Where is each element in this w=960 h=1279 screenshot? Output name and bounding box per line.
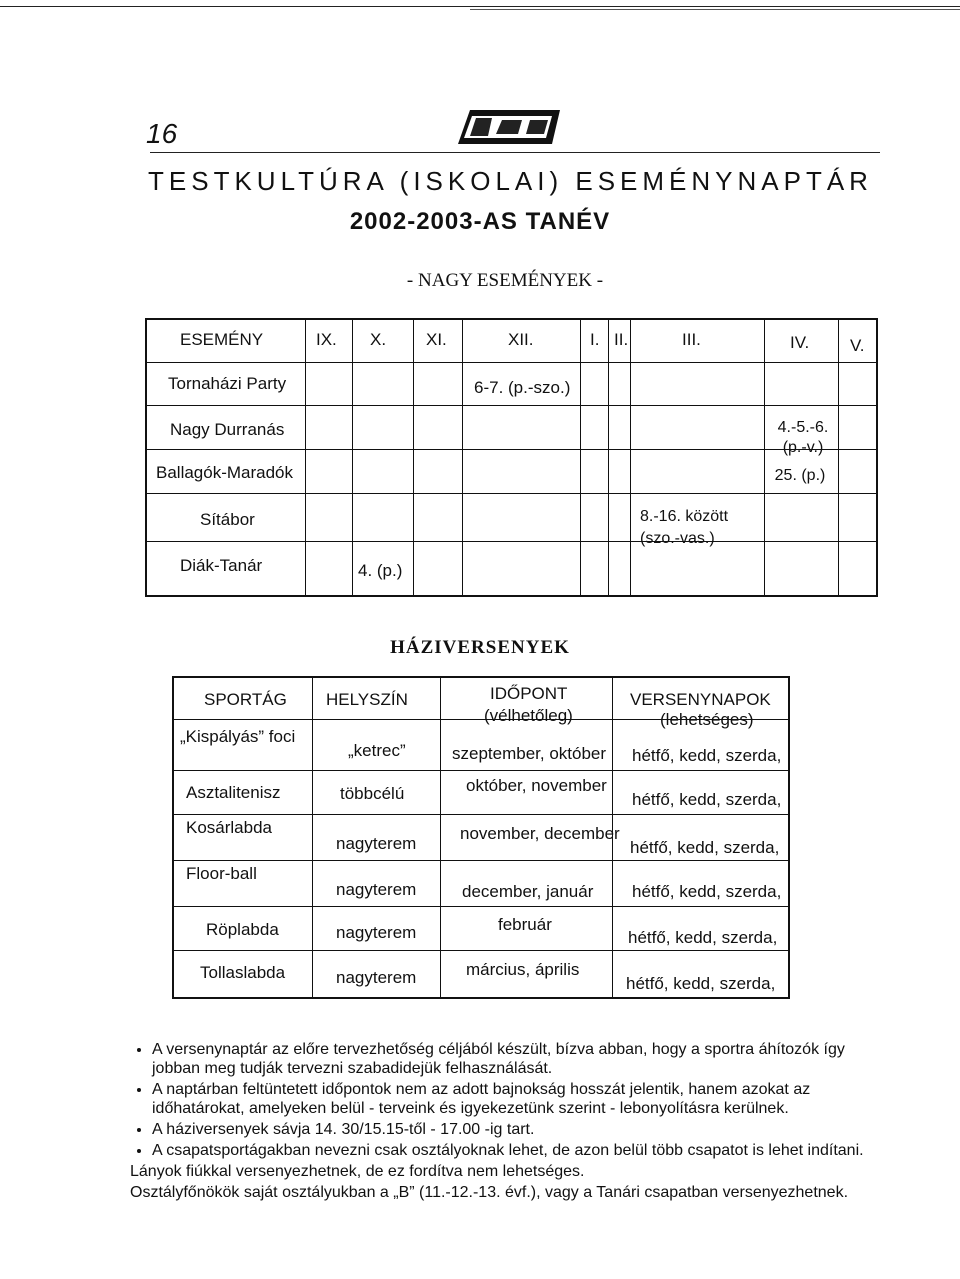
col-header-month: X.: [370, 330, 387, 349]
sport-time: november, december: [460, 824, 620, 843]
sport-days: hétfő, kedd, szerda,: [632, 790, 782, 809]
event-name: Tornaházi Party: [168, 374, 287, 393]
page-subtitle: 2002-2003-AS TANÉV: [349, 208, 611, 235]
header-rule: [150, 152, 880, 153]
col-header-sport: SPORTÁG: [204, 690, 287, 709]
sport-name: Asztalitenisz: [186, 783, 281, 802]
event-name: Nagy Durranás: [170, 420, 285, 439]
sport-days: hétfő, kedd, szerda,: [628, 928, 778, 947]
page-title: TESTKULTÚRA (ISKOLAI) ESEMÉNYNAPTÁR: [148, 166, 873, 196]
sport-place: nagyterem: [336, 968, 417, 987]
col-header-time: IDŐPONT: [490, 684, 568, 703]
sport-name: Röplabda: [206, 920, 279, 939]
sport-days: hétfő, kedd, szerda,: [632, 882, 782, 901]
col-header-days: VERSENYNAPOK: [630, 690, 771, 709]
note-item: • A naptárban feltüntetett időpontok nem az adott bajnokság hosszát jelentik, hanem azokat az időhatárokat, amelyeken belül - terveink és igyekezetünk szerint - lebonyolításra kerülnek.: [152, 1080, 890, 1118]
note-item: • A csapatsportágakban nevezni csak osztályoknak lehet, de azon belül több csapatot is lehet indítani.: [152, 1141, 890, 1160]
event-date: 8.-16. között (szo.-vas.): [640, 508, 729, 547]
event-date: 25. (p.): [774, 467, 826, 484]
col-header-month: III.: [682, 330, 701, 349]
sport-days: hétfő, kedd, szerda,: [632, 746, 782, 765]
sport-place: „ketrec”: [348, 741, 406, 760]
col-header-month: I.: [590, 330, 600, 349]
scan-top-line-2: [470, 9, 960, 10]
magazine-logo: [452, 104, 567, 152]
col-header-time-note: (vélhetőleg): [484, 706, 573, 725]
sport-place: többcélú: [340, 784, 405, 803]
note-item: • A háziversenyek sávja 14. 30/15.15-től - 17.00 -ig tart.: [152, 1120, 890, 1139]
event-date: 6-7. (p.-szo.): [474, 378, 571, 397]
section-title-competitions: HÁZIVERSENYEK: [390, 637, 570, 658]
col-header-days-note: (lehetséges): [660, 710, 754, 729]
event-date: 4. (p.): [358, 561, 403, 580]
sport-time: március, április: [466, 960, 580, 979]
sport-name: Tollaslabda: [200, 963, 286, 982]
sport-place: nagyterem: [336, 834, 417, 853]
sport-time: február: [498, 915, 552, 934]
sport-name: Kosárlabda: [186, 818, 273, 837]
sport-name: „Kispályás” foci: [180, 727, 296, 746]
scan-top-line: [0, 6, 960, 7]
col-header-month: XI.: [426, 330, 447, 349]
col-header-month: V.: [850, 336, 865, 355]
sport-time: szeptember, október: [452, 744, 607, 763]
page-number: 16: [146, 118, 178, 149]
col-header-event: ESEMÉNY: [180, 330, 264, 349]
event-name: Ballagók-Maradók: [156, 463, 294, 482]
sport-time: december, január: [462, 882, 594, 901]
notes-list: [130, 1040, 890, 1160]
footer-line: Lányok fiúkkal versenyezhetnek, de ez fordítva nem lehetséges.: [130, 1163, 585, 1180]
col-header-month: IV.: [790, 333, 810, 352]
col-header-month: II.: [614, 330, 629, 349]
notes-section: [130, 1040, 890, 1202]
note-item: • A versenynaptár az előre tervezhetőség céljából készült, bízva abban, hogy a sportra áhítozók így jobban meg tudják tervezni szabadidejük felhasználását.: [152, 1040, 890, 1078]
footer-line: Osztályfőnökök saját osztályukban a „B” (11.-12.-13. évf.), vagy a Tanári csapatban versenyezhetnek.: [130, 1184, 849, 1201]
sport-days: hétfő, kedd, szerda,: [626, 974, 776, 993]
section-title-events: - NAGY ESEMÉNYEK -: [406, 270, 604, 291]
col-header-month: XII.: [508, 330, 534, 349]
event-name: Sítábor: [200, 510, 255, 529]
col-header-place: HELYSZÍN: [326, 690, 408, 709]
col-header-month: IX.: [316, 330, 337, 349]
sport-place: nagyterem: [336, 923, 417, 942]
sport-days: hétfő, kedd, szerda,: [630, 838, 780, 857]
event-name: Diák-Tanár: [180, 556, 263, 575]
sport-name: Floor-ball: [186, 864, 257, 883]
event-date: 4.-5.-6. (p.-v.): [777, 419, 829, 456]
sport-place: nagyterem: [336, 880, 417, 899]
sport-time: október, november: [466, 776, 607, 795]
